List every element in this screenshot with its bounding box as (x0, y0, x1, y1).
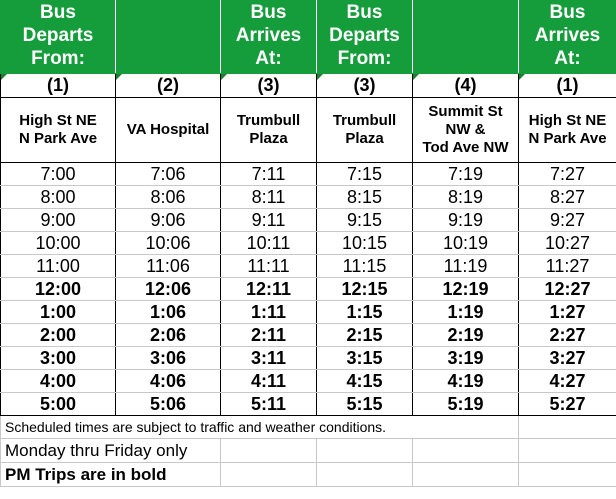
time-row-am (1, 209, 616, 232)
time-cell: 11:19 (413, 255, 519, 278)
empty-cell (519, 439, 616, 463)
time-cell: 2:15 (317, 324, 413, 347)
time-cell: 5:15 (317, 393, 413, 416)
time-cell: 9:06 (116, 209, 221, 232)
time-cell: 10:06 (116, 232, 221, 255)
header-cell: Bus Departs From: (1, 1, 116, 74)
days-note: Monday thru Friday only (1, 439, 221, 463)
time-cell: 7:27 (519, 163, 616, 186)
time-cell: 1:06 (116, 301, 221, 324)
time-cell: 10:15 (317, 232, 413, 255)
empty-cell (519, 416, 616, 439)
time-row-pm (1, 370, 616, 393)
time-cell: 11:11 (221, 255, 317, 278)
stop-number: (2) (116, 74, 221, 98)
time-cell: 12:19 (413, 278, 519, 301)
time-cell: 7:15 (317, 163, 413, 186)
header-row (1, 1, 616, 74)
time-cell: 3:00 (1, 347, 116, 370)
empty-cell (519, 463, 616, 487)
time-cell: 11:27 (519, 255, 616, 278)
time-row-pm (1, 301, 616, 324)
comment-marker-icon (413, 74, 419, 80)
header-cell (116, 1, 221, 74)
empty-cell (413, 439, 519, 463)
time-cell: 1:15 (317, 301, 413, 324)
time-cell: 7:06 (116, 163, 221, 186)
time-cell: 5:00 (1, 393, 116, 416)
time-cell: 7:00 (1, 163, 116, 186)
time-cell: 1:19 (413, 301, 519, 324)
header-cell: Bus Arrives At: (221, 1, 317, 74)
stop-name: Trumbull Plaza (317, 98, 413, 163)
time-cell: 2:00 (1, 324, 116, 347)
time-cell: 9:11 (221, 209, 317, 232)
time-cell: 5:11 (221, 393, 317, 416)
time-cell: 2:19 (413, 324, 519, 347)
time-cell: 4:19 (413, 370, 519, 393)
pm-bold-note: PM Trips are in bold (1, 463, 221, 487)
comment-marker-icon (116, 74, 122, 80)
time-row-am (1, 186, 616, 209)
time-cell: 8:19 (413, 186, 519, 209)
time-cell: 3:06 (116, 347, 221, 370)
stop-number: (3) (221, 74, 317, 98)
time-cell: 1:27 (519, 301, 616, 324)
time-cell: 4:11 (221, 370, 317, 393)
empty-cell (221, 439, 317, 463)
time-cell: 3:11 (221, 347, 317, 370)
time-cell: 4:06 (116, 370, 221, 393)
time-cell: 8:06 (116, 186, 221, 209)
time-cell: 12:27 (519, 278, 616, 301)
header-cell: Bus Arrives At: (519, 1, 616, 74)
empty-cell (221, 463, 317, 487)
stop-number: (1) (519, 74, 616, 98)
time-row-am (1, 163, 616, 186)
time-row-pm (1, 347, 616, 370)
time-cell: 10:19 (413, 232, 519, 255)
empty-cell (317, 463, 413, 487)
time-cell: 9:15 (317, 209, 413, 232)
stop-number-row (1, 74, 616, 98)
note-row (1, 416, 616, 439)
time-cell: 10:27 (519, 232, 616, 255)
stop-name: Summit St NW & Tod Ave NW (413, 98, 519, 163)
time-cell: 9:27 (519, 209, 616, 232)
stop-name-row (1, 98, 616, 163)
time-cell: 11:00 (1, 255, 116, 278)
time-cell: 7:11 (221, 163, 317, 186)
comment-marker-icon (519, 74, 525, 80)
time-cell: 1:00 (1, 301, 116, 324)
header-cell: Bus Departs From: (317, 1, 413, 74)
comment-marker-icon (221, 74, 227, 80)
time-cell: 7:19 (413, 163, 519, 186)
time-cell: 2:27 (519, 324, 616, 347)
time-cell: 12:00 (1, 278, 116, 301)
stop-number: (1) (1, 74, 116, 98)
note-row (1, 463, 616, 487)
time-cell: 10:00 (1, 232, 116, 255)
comment-marker-icon (317, 74, 323, 80)
time-cell: 3:27 (519, 347, 616, 370)
time-cell: 12:11 (221, 278, 317, 301)
header-cell (413, 1, 519, 74)
stop-number: (4) (413, 74, 519, 98)
comment-marker-icon (1, 74, 7, 80)
time-cell: 11:15 (317, 255, 413, 278)
time-cell: 4:00 (1, 370, 116, 393)
time-row-am (1, 232, 616, 255)
stop-name: Trumbull Plaza (221, 98, 317, 163)
time-cell: 2:06 (116, 324, 221, 347)
time-cell: 2:11 (221, 324, 317, 347)
time-cell: 3:19 (413, 347, 519, 370)
stop-name: High St NE N Park Ave (519, 98, 616, 163)
time-cell: 8:15 (317, 186, 413, 209)
note-row (1, 439, 616, 463)
time-row-pm (1, 278, 616, 301)
empty-cell (413, 463, 519, 487)
time-cell: 4:15 (317, 370, 413, 393)
empty-cell (317, 439, 413, 463)
time-cell: 8:00 (1, 186, 116, 209)
conditions-note: Scheduled times are subject to traffic and weather conditions. (1, 416, 519, 439)
time-cell: 11:06 (116, 255, 221, 278)
stop-name: High St NE N Park Ave (1, 98, 116, 163)
stop-name: VA Hospital (116, 98, 221, 163)
time-cell: 5:27 (519, 393, 616, 416)
time-cell: 4:27 (519, 370, 616, 393)
time-cell: 10:11 (221, 232, 317, 255)
time-cell: 9:19 (413, 209, 519, 232)
time-cell: 8:27 (519, 186, 616, 209)
time-cell: 1:11 (221, 301, 317, 324)
time-row-am (1, 255, 616, 278)
time-cell: 12:06 (116, 278, 221, 301)
time-cell: 3:15 (317, 347, 413, 370)
time-row-pm (1, 324, 616, 347)
time-cell: 9:00 (1, 209, 116, 232)
time-cell: 5:06 (116, 393, 221, 416)
stop-number: (3) (317, 74, 413, 98)
time-cell: 5:19 (413, 393, 519, 416)
time-row-pm (1, 393, 616, 416)
time-cell: 8:11 (221, 186, 317, 209)
time-cell: 12:15 (317, 278, 413, 301)
